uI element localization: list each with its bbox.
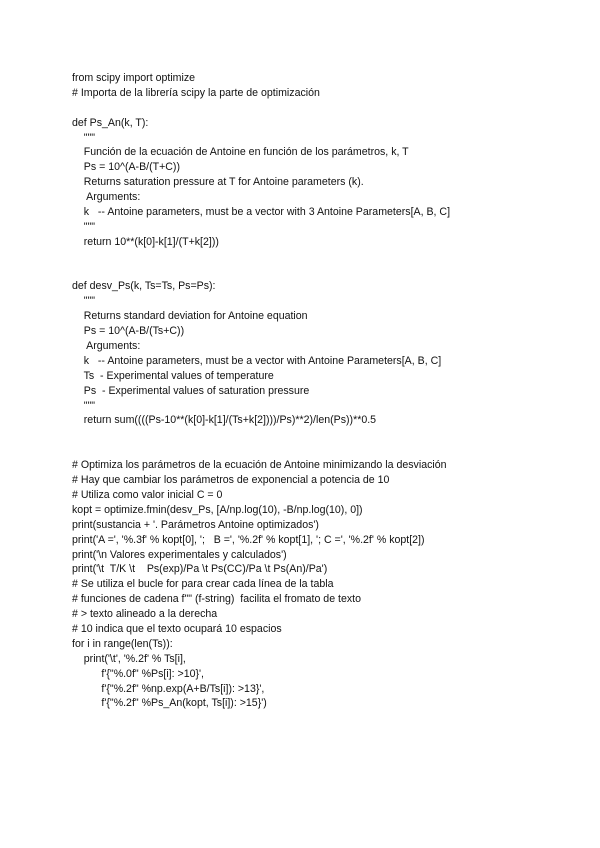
- code-line: f'{"%.2f" %Ps_An(kopt, Ts[i]): >15}'): [72, 697, 267, 710]
- blank-line: [72, 265, 582, 280]
- code-line: Ps = 10^(A-B/(T+C)): [72, 161, 180, 174]
- code-line: Arguments:: [72, 191, 141, 204]
- code-line: # Utiliza como valor inicial C = 0: [72, 488, 223, 501]
- blank-line: [72, 101, 582, 116]
- code-line: # Se utiliza el bucle for para crear cada línea de la tabla: [72, 578, 334, 591]
- code-line: Función de la ecuación de Antoine en función de los parámetros, k, T: [72, 146, 409, 159]
- code-line: print('\t T/K \t Ps(exp)/Pa \t Ps(CC)/Pa \t Ps(An)/Pa'): [72, 563, 328, 576]
- code-line: # Optimiza los parámetros de la ecuación de Antoine minimizando la desviación: [72, 459, 447, 472]
- code-line: Returns standard deviation for Antoine equation: [72, 310, 308, 323]
- code-line: from scipy import optimize: [72, 72, 196, 84]
- code-listing: [72, 71, 582, 711]
- code-line: print(sustancia + '. Parámetros Antoine optimizados'): [72, 518, 319, 531]
- code-line: print('\n Valores experimentales y calculados'): [72, 548, 287, 561]
- code-line: # 10 indica que el texto ocupará 10 espacios: [72, 622, 282, 635]
- code-line: Arguments:: [72, 340, 141, 353]
- code-line: def desv_Ps(k, Ts=Ts, Ps=Ps):: [72, 280, 216, 293]
- code-line: Returns saturation pressure at T for Antoine parameters (k).: [72, 176, 364, 189]
- code-line: k -- Antoine parameters, must be a vector with 3 Antoine Parameters[A, B, C]: [72, 206, 451, 219]
- code-line: print('\t', '%.2f' % Ts[i],: [72, 652, 186, 665]
- code-line: """: [72, 295, 96, 308]
- blank-line: [72, 443, 582, 458]
- code-line: Ts - Experimental values of temperature: [72, 369, 274, 382]
- code-line: """: [72, 399, 96, 412]
- code-line: print('A =', '%.3f' % kopt[0], '; B =', '%.2f' % kopt[1], '; C =', '%.2f' % kopt[2]): [72, 533, 425, 546]
- code-line: return sum((((Ps-10**(k[0]-k[1]/(Ts+k[2])))/Ps)**2)/len(Ps))**0.5: [72, 414, 377, 427]
- code-line: # funciones de cadena f"" (f-string) facilita el fromato de texto: [72, 593, 361, 606]
- code-line: # > texto alineado a la derecha: [72, 608, 218, 621]
- code-line: f'{"%.0f" %Ps[i]: >10}',: [72, 667, 204, 680]
- code-line: """: [72, 220, 96, 233]
- code-line: return 10**(k[0]-k[1]/(T+k[2])): [72, 235, 219, 248]
- code-line: for i in range(len(Ts)):: [72, 637, 173, 650]
- code-line: """: [72, 131, 96, 144]
- code-line: k -- Antoine parameters, must be a vector with Antoine Parameters[A, B, C]: [72, 354, 442, 367]
- code-line: def Ps_An(k, T):: [72, 116, 149, 129]
- code-line: # Importa de la librería scipy la parte de optimización: [72, 86, 320, 99]
- code-line: # Hay que cambiar los parámetros de exponencial a potencia de 10: [72, 474, 390, 487]
- blank-line: [72, 250, 582, 265]
- code-line: Ps - Experimental values of saturation pressure: [72, 384, 310, 397]
- code-line: kopt = optimize.fmin(desv_Ps, [A/np.log(10), -B/np.log(10), 0]): [72, 503, 363, 516]
- blank-line: [72, 428, 582, 443]
- code-line: f'{"%.2f" %np.exp(A+B/Ts[i]): >13}',: [72, 682, 265, 695]
- code-line: Ps = 10^(A-B/(Ts+C)): [72, 325, 185, 338]
